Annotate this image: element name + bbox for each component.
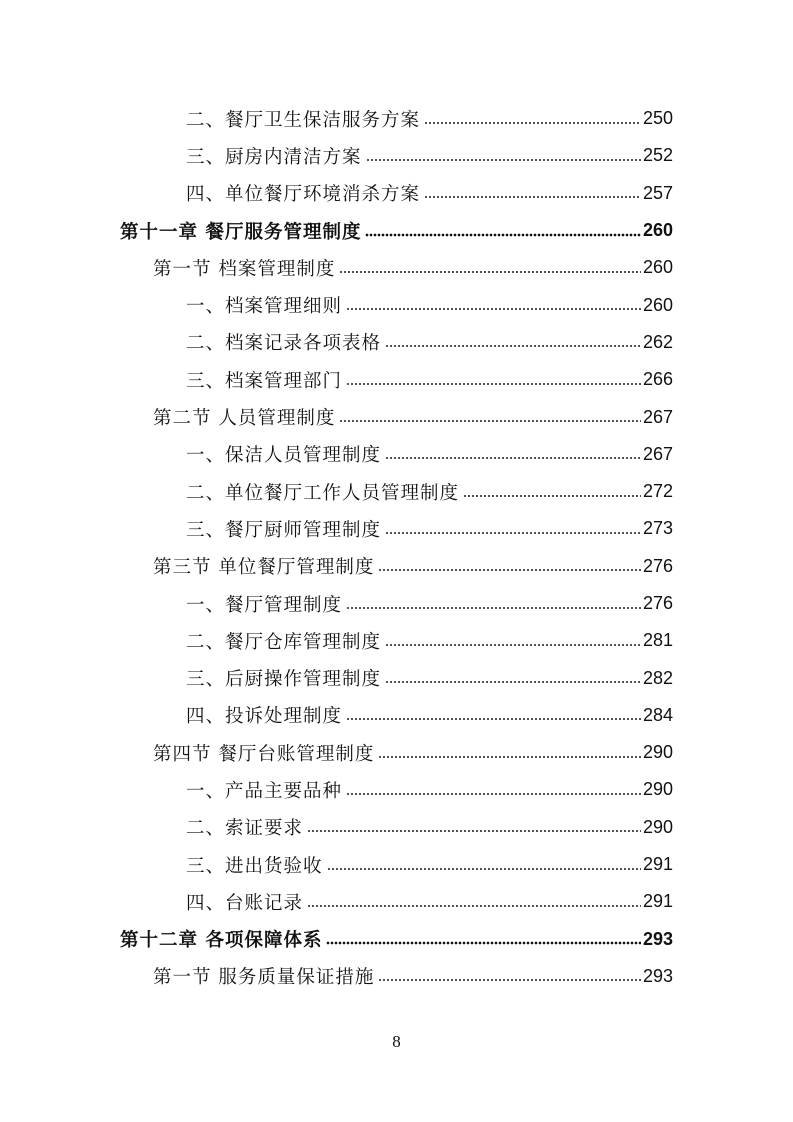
toc-entry-page: 262 (642, 331, 673, 352)
toc-entry[interactable] (0, 809, 793, 846)
dot-leader (339, 419, 641, 423)
toc-entry[interactable] (0, 361, 793, 398)
dot-leader (424, 121, 641, 125)
toc-entry-page: 291 (642, 891, 673, 912)
toc-entry[interactable] (0, 585, 793, 622)
dot-leader (339, 270, 641, 274)
dot-leader (346, 307, 641, 311)
toc-entry-title: 三、厨房内清洁方案 (186, 146, 362, 168)
dot-leader (326, 941, 641, 945)
toc-entry-page: 293 (642, 965, 673, 986)
toc-entry-page: 273 (642, 518, 673, 539)
toc-entry-page: 266 (642, 369, 673, 390)
toc-entry-title: 三、餐厅厨师管理制度 (186, 519, 382, 541)
dot-leader (385, 531, 641, 535)
dot-leader (385, 680, 641, 684)
toc-entry[interactable] (0, 212, 793, 249)
toc-entry-page: 260 (642, 257, 673, 278)
dot-leader (307, 904, 641, 908)
page-number: 8 (392, 1032, 401, 1051)
dot-leader (346, 792, 641, 796)
toc-entry-page: 290 (642, 742, 673, 763)
toc-entry-page: 281 (642, 630, 673, 651)
toc-entry-title: 三、档案管理部门 (186, 370, 343, 392)
toc-entry-page: 267 (642, 406, 673, 427)
toc-entry-title: 四、台账记录 (186, 892, 304, 914)
toc-entry-page: 290 (642, 779, 673, 800)
toc-entry-page: 257 (642, 182, 673, 203)
toc-entry-page: 284 (642, 704, 673, 725)
toc-entry-title: 二、索证要求 (186, 818, 304, 840)
toc-entry-title: 一、餐厅管理制度 (186, 594, 343, 616)
toc-entry-title: 三、进出货验收 (186, 855, 323, 877)
toc-entry[interactable] (0, 286, 793, 323)
toc-entry-page: 250 (642, 108, 673, 129)
table-of-contents (0, 100, 793, 995)
toc-entry[interactable] (0, 100, 793, 137)
toc-entry-page: 291 (642, 854, 673, 875)
toc-entry[interactable] (0, 771, 793, 808)
dot-leader (346, 382, 641, 386)
dot-leader (327, 867, 641, 871)
dot-leader (366, 158, 641, 162)
toc-entry[interactable] (0, 622, 793, 659)
toc-entry[interactable] (0, 249, 793, 286)
toc-entry[interactable] (0, 697, 793, 734)
toc-entry[interactable] (0, 473, 793, 510)
dot-leader (378, 568, 641, 572)
dot-leader (378, 978, 641, 982)
toc-entry-page: 252 (642, 145, 673, 166)
dot-leader (385, 643, 641, 647)
toc-entry[interactable] (0, 510, 793, 547)
toc-entry-page: 267 (642, 443, 673, 464)
toc-entry[interactable] (0, 175, 793, 212)
toc-entry-title: 第三节 单位餐厅管理制度 (153, 557, 375, 579)
toc-entry-title: 第一节 服务质量保证措施 (153, 967, 375, 989)
toc-entry[interactable] (0, 398, 793, 435)
toc-entry-page: 276 (642, 555, 673, 576)
toc-entry-page: 260 (642, 220, 673, 241)
toc-entry-title: 第十一章 餐厅服务管理制度 (120, 221, 362, 243)
toc-entry[interactable] (0, 548, 793, 585)
toc-entry[interactable] (0, 659, 793, 696)
toc-entry-title: 二、档案记录各项表格 (186, 333, 382, 355)
dot-leader (346, 606, 641, 610)
toc-entry-title: 一、产品主要品种 (186, 780, 343, 802)
toc-entry-title: 第四节 餐厅台账管理制度 (153, 743, 375, 765)
toc-entry-title: 第十二章 各项保障体系 (120, 930, 323, 952)
dot-leader (346, 717, 641, 721)
toc-entry-page: 282 (642, 667, 673, 688)
toc-entry-title: 四、投诉处理制度 (186, 706, 343, 728)
toc-entry[interactable] (0, 883, 793, 920)
dot-leader (385, 456, 641, 460)
toc-entry-title: 二、单位餐厅工作人员管理制度 (186, 482, 460, 504)
dot-leader (385, 344, 641, 348)
toc-entry-title: 一、档案管理细则 (186, 296, 343, 318)
toc-entry-title: 二、餐厅仓库管理制度 (186, 631, 382, 653)
toc-entry-title: 三、后厨操作管理制度 (186, 669, 382, 691)
toc-entry-title: 四、单位餐厅环境消杀方案 (186, 184, 421, 206)
dot-leader (365, 233, 641, 237)
dot-leader (307, 829, 641, 833)
dot-leader (424, 195, 641, 199)
toc-entry[interactable] (0, 137, 793, 174)
toc-entry-title: 二、餐厅卫生保洁服务方案 (186, 109, 421, 131)
toc-entry-page: 260 (642, 294, 673, 315)
toc-entry[interactable] (0, 846, 793, 883)
toc-entry[interactable] (0, 324, 793, 361)
dot-leader (463, 494, 641, 498)
toc-entry-page: 276 (642, 593, 673, 613)
toc-entry[interactable] (0, 734, 793, 771)
toc-entry-title: 一、保洁人员管理制度 (186, 445, 382, 467)
toc-entry[interactable] (0, 921, 793, 958)
toc-entry-page: 272 (642, 481, 673, 502)
toc-entry-title: 第一节 档案管理制度 (153, 258, 336, 280)
dot-leader (378, 755, 641, 759)
toc-entry-page: 290 (642, 816, 673, 837)
toc-entry-title: 第二节 人员管理制度 (153, 408, 336, 430)
toc-entry[interactable] (0, 436, 793, 473)
toc-entry[interactable] (0, 958, 793, 995)
toc-entry-page: 293 (642, 928, 673, 949)
